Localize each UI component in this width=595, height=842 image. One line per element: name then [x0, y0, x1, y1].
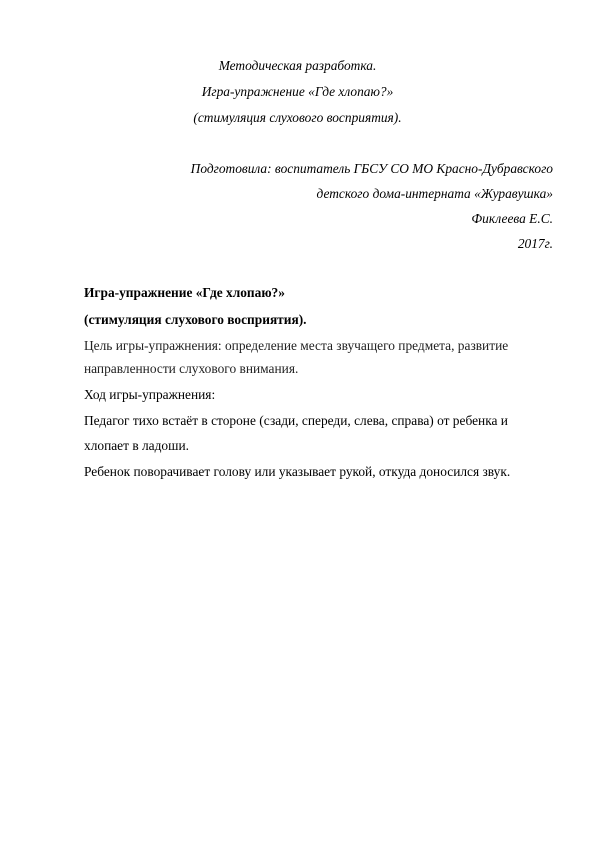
- header-line-2: Игра-упражнение «Где хлопаю?»: [201, 84, 394, 99]
- goal-line-2: направленности слухового внимания.: [84, 361, 299, 376]
- author-line-2: детского дома-интерната «Журавушка»: [316, 186, 553, 201]
- author-name: Фиклеева Е.С.: [471, 211, 553, 226]
- body-title: Игра-упражнение «Где хлопаю?»: [84, 285, 285, 300]
- procedure-line-3: Ребенок поворачивает голову или указывает рукой, откуда доносился звук.: [84, 464, 511, 479]
- procedure-line-2: хлопает в ладоши.: [84, 438, 189, 453]
- header-line-3: (стимуляция слухового восприятия).: [193, 110, 402, 125]
- procedure-line-1: Педагог тихо встаёт в стороне (сзади, спереди, слева, справа) от ребенка и: [84, 413, 508, 428]
- author-year: 2017г.: [517, 236, 553, 251]
- goal-line-1: Цель игры-упражнения: определение места звучащего предмета, развитие: [84, 338, 509, 353]
- author-line-1: Подготовила: воспитатель ГБСУ СО МО Красно-Дубравского: [190, 161, 553, 176]
- body-subtitle: (стимуляция слухового восприятия).: [84, 312, 307, 327]
- procedure-heading: Ход игры-упражнения:: [84, 387, 216, 402]
- header-line-1: Методическая разработка.: [218, 58, 377, 73]
